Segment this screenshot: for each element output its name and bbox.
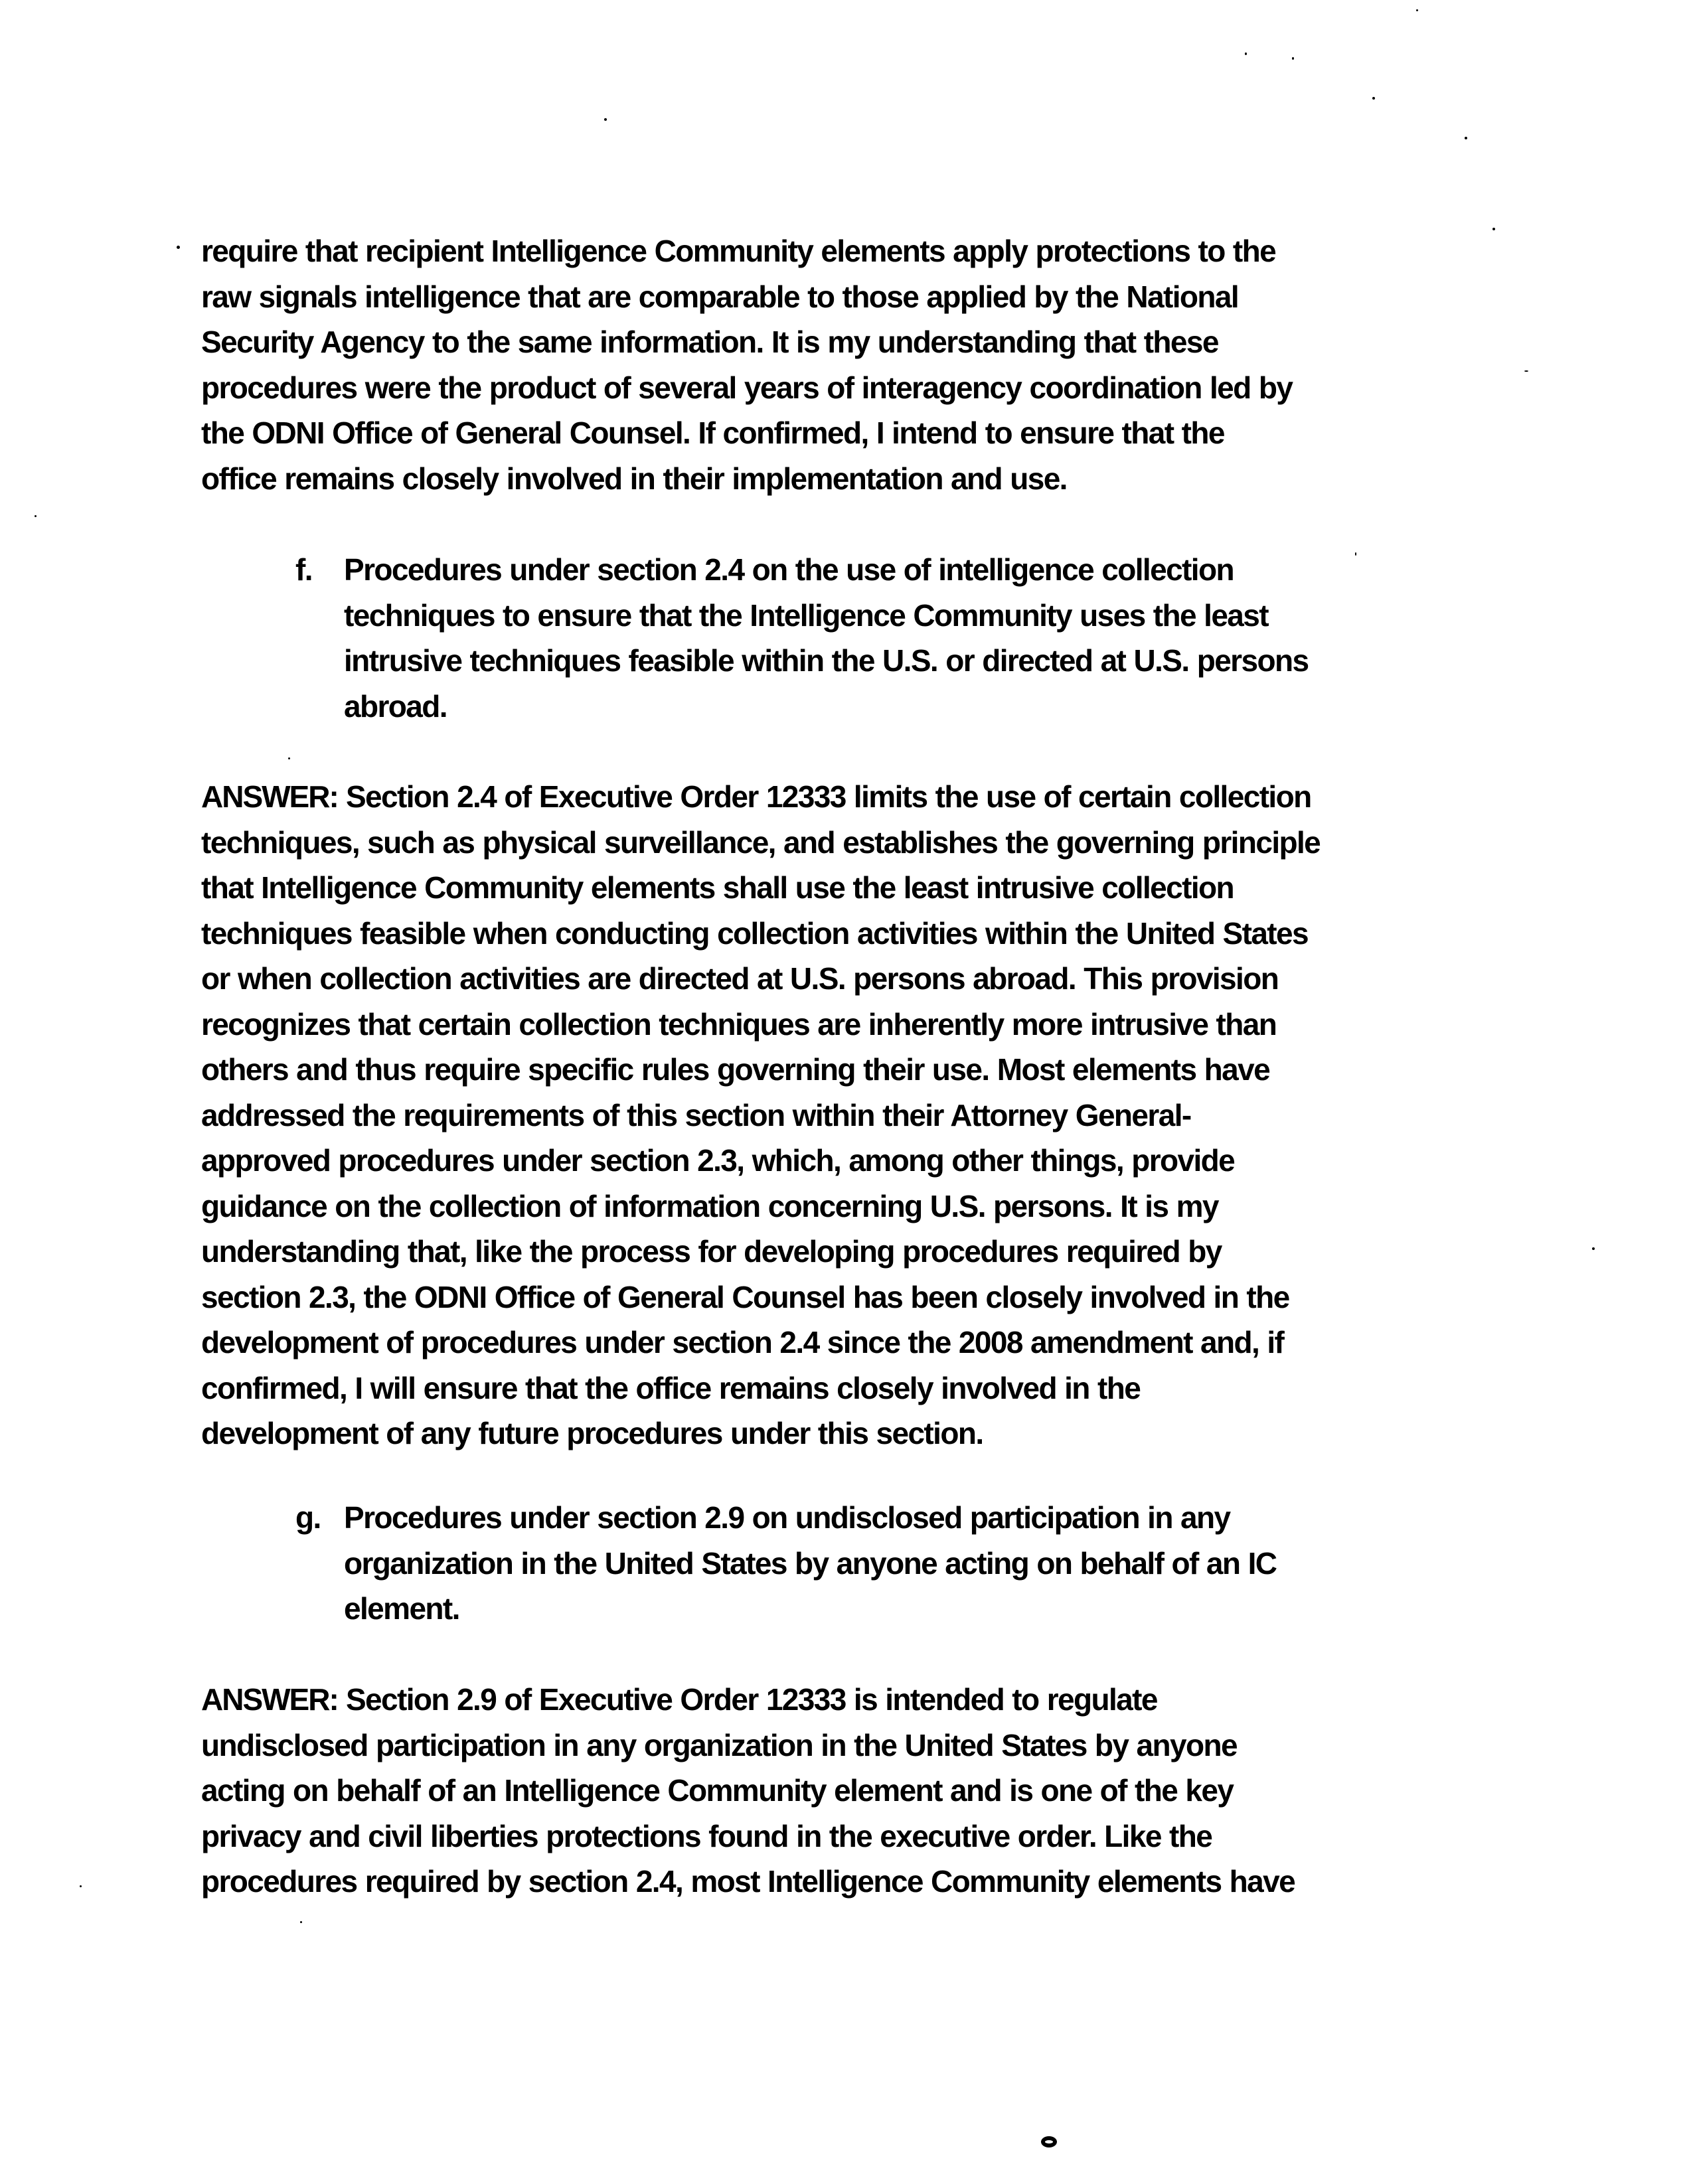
scan-speck [35,515,37,517]
scan-speck [1524,370,1528,372]
text-line: development of procedures under section 2.4 since the 2008 amendment and, if [201,1325,1284,1360]
scan-speck [1292,57,1294,60]
list-item-text [344,547,1308,729]
scan-speck [288,757,290,759]
list-marker: g. [295,1500,321,1535]
text-line: organization in the United States by anyone acting on behalf of an IC [344,1545,1277,1581]
text-line: others and thus require specific rules governing their use. Most elements have [201,1052,1270,1087]
answer-text: Section 2.9 of Executive Order 12333 is intended to regulate [337,1682,1157,1717]
text-line: procedures were the product of several years of interagency coordination led by [201,370,1293,405]
list-item-text [344,1495,1276,1632]
paragraph-continuation [201,228,1443,501]
scan-speck [300,1921,302,1923]
answer-f [201,774,1443,1456]
text-line: privacy and civil liberties protections found in the executive order. Like the [201,1818,1212,1853]
scan-speck [1372,97,1375,100]
list-marker: f. [295,552,312,587]
text-line: office remains closely involved in their implementation and use. [201,461,1067,496]
text-line: understanding that, like the process for developing procedures required by [201,1234,1222,1269]
text-line: Security Agency to the same information. It is my understanding that these [201,325,1218,359]
scan-speck [1245,52,1247,55]
text-line: element. [344,1591,459,1626]
text-line: section 2.3, the ODNI Office of General Counsel has been closely involved in the [201,1279,1289,1314]
list-item-g [295,1495,1451,1634]
scan-speck [1492,228,1495,230]
text-line: techniques to ensure that the Intelligence Community uses the least [344,597,1268,633]
text-line: confirmed, I will ensure that the office remains closely involved in the [201,1370,1141,1405]
answer-label: ANSWER: [201,1682,338,1717]
text-line: addressed the requirements of this section within their Attorney General- [201,1097,1191,1132]
text-line: Procedures under section 2.4 on the use of intelligence collection [344,552,1234,587]
scan-speck [604,118,607,121]
scan-speck [1416,9,1418,11]
text-line: or when collection activities are directed at U.S. persons abroad. This provision [201,961,1279,996]
answer-label: ANSWER: [201,779,338,814]
text-line: guidance on the collection of information concerning U.S. persons. It is my [201,1188,1218,1223]
list-item-f [295,547,1451,733]
scan-speck [1592,1247,1595,1250]
text-line: raw signals intelligence that are comparable to those applied by the National [201,279,1239,314]
text-line: procedures required by section 2.4, most Intelligence Community elements have [201,1864,1295,1899]
text-line: recognizes that certain collection techniques are inherently more intrusive than [201,1006,1277,1042]
text-line [201,774,1443,820]
text-line: that Intelligence Community elements shall use the least intrusive collection [201,870,1234,905]
scan-speck [80,1885,82,1887]
text-line: require that recipient Intelligence Community elements apply protections to the [201,234,1276,268]
text-line: development of any future procedures under this section. [201,1416,983,1450]
text-line: techniques, such as physical surveillance, and establishes the governing principle [201,824,1321,860]
text-line: the ODNI Office of General Counsel. If confirmed, I intend to ensure that the [201,416,1224,450]
text-line: intrusive techniques feasible within the U.S. or directed at U.S. persons [344,643,1309,678]
text-line: acting on behalf of an Intelligence Community element and is one of the key [201,1773,1234,1808]
text-line [201,1677,1443,1723]
scan-speck [177,246,180,249]
page-number-partial [1041,2136,1057,2147]
text-line: abroad. [344,688,447,724]
scan-speck [1465,137,1467,139]
answer-g [201,1677,1443,1905]
text-line: techniques feasible when conducting collection activities within the United States [201,915,1308,951]
text-line: approved procedures under section 2.3, which, among other things, provide [201,1143,1235,1178]
answer-text: Section 2.4 of Executive Order 12333 limits the use of certain collection [337,779,1311,814]
text-line: Procedures under section 2.9 on undisclosed participation in any [344,1500,1230,1535]
text-line: undisclosed participation in any organization in the United States by anyone [201,1727,1237,1762]
